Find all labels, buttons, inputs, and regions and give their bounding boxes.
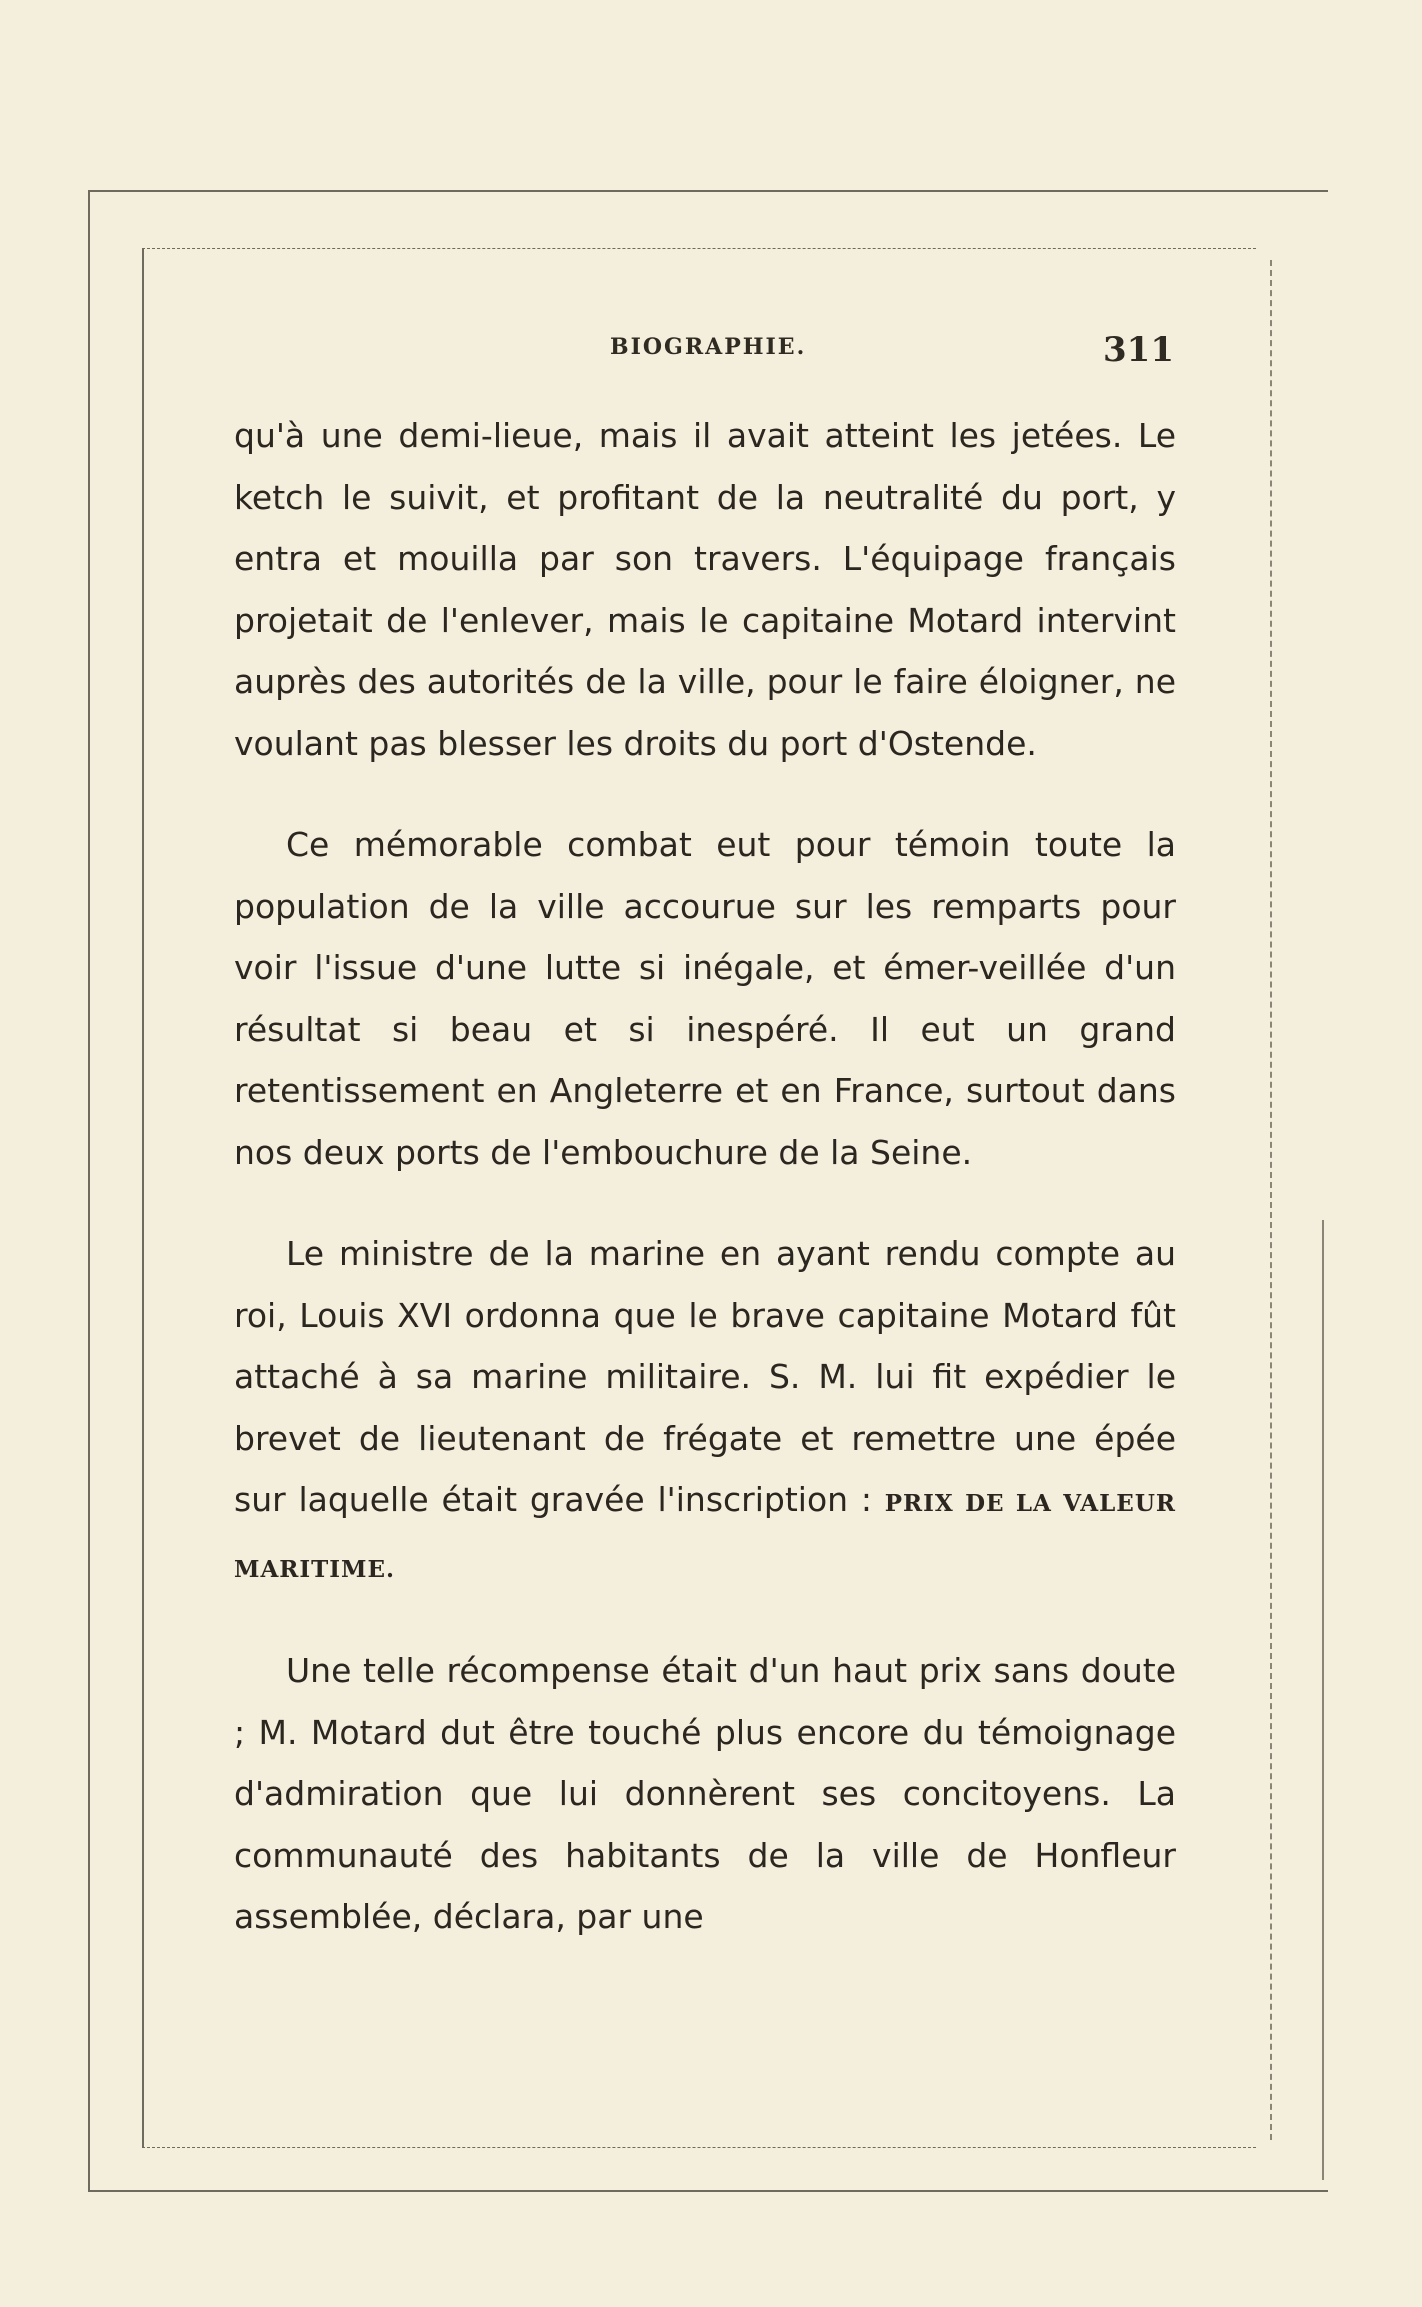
page-header (232, 330, 1174, 380)
page-number: 311 (1103, 330, 1174, 370)
running-head: BIOGRAPHIE. (610, 334, 807, 360)
paragraph-1: qu'à une demi-lieue, mais il avait atteint les jetées. Le ketch le suivit, et profitant de la neutralité du port, y entra et mouilla par son travers. L'équipage français projetait de l'enlever, mais le capitaine Motard intervint auprès des autorités de la ville, pour le faire éloigner, ne voulant pas blesser les droits du port d'Ostende. (234, 416, 1176, 763)
body-text (234, 405, 1176, 1948)
paragraph-3-text: Le ministre de la marine en ayant rendu compte au roi, Louis XVI ordonna que le brave capitaine Motard fût attaché à sa marine militaire. S. M. lui fit expédier le brevet de lieutenant de frégate et remettre une épée sur laquelle était gravée l'inscription : (234, 1234, 1176, 1519)
sword-inscription: PRIX DE LA VALEUR MARITIME. (234, 1490, 1176, 1583)
right-outer-rule (1322, 1220, 1324, 2180)
paragraph-4: Une telle récompense était d'un haut prix sans doute ; M. Motard dut être touché plus encore du témoignage d'admiration que lui donnèrent ses concitoyens. La communauté des habitants de la ville de Honfleur assemblée, déclara, par une (234, 1651, 1176, 1936)
paragraph-2: Ce mémorable combat eut pour témoin toute la population de la ville accourue sur les remparts pour voir l'issue d'une lutte si inégale, et émer-veillée d'un résultat si beau et si inespéré. Il eut un grand retentissement en Angleterre et en France, surtout dans nos deux ports de l'embouchure de la Seine. (234, 825, 1176, 1172)
paragraph-3 (234, 1223, 1176, 1600)
right-margin-rule (1270, 260, 1272, 2140)
